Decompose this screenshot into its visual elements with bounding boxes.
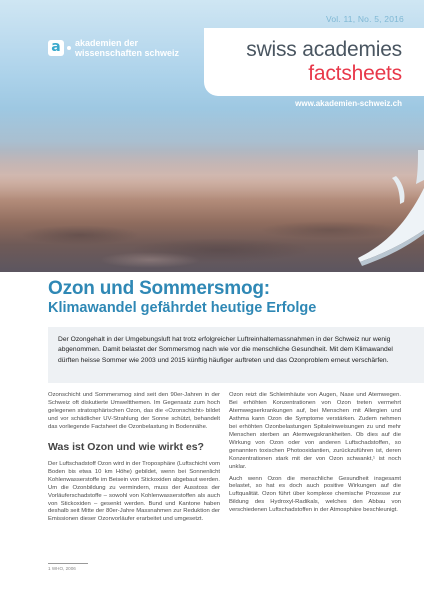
airplane-wing-image xyxy=(300,150,424,272)
logo-line-2: wissenschaften schweiz xyxy=(75,48,180,58)
brand-title: swiss academies xyxy=(246,38,402,61)
air-quality-paragraph: Auch wenn Ozon die menschliche Gesundheit insgesamt belastet, so hat es doch auch positive Wirkungen auf die Luftqualität. Ozon führt über komplexe chemische Prozesse zur Bildung des Hydroxyl-Radikals, welches den Abbau von verschiedenen Luftschadstoffen in der Atmosphäre beschleunigt. xyxy=(229,475,401,514)
footnote: 1 WHO, 2006 xyxy=(48,566,76,571)
body-paragraph: Der Luftschadstoff Ozon wird in der Troposphäre (Luftschicht vom Boden bis etwa 10 km Höhe) gebildet, wenn bei Sonnenlicht Kohlenwasserstoffe im Beisein von Stickoxiden abgebaut werden. Um die Ozonbildung zu vermindern, muss der Ausstoss der Vorläuferschadstoffe – sowohl von Kohlenwasserstoffen als auch von Stickoxiden – gesenkt werden. Bund und Kantone haben deshalb seit Mitte der 80er-Jahre Massnahmen zur Reduktion der Emissionen dieser Ozonvorläufer erarbeitet und umgesetzt. xyxy=(48,460,220,523)
section-heading: Was ist Ozon und wie wirkt es? xyxy=(48,440,204,453)
page-title: Ozon und Sommersmog: xyxy=(48,278,270,299)
website-link[interactable]: www.akademien-schweiz.ch xyxy=(295,99,402,108)
brand-box xyxy=(204,28,424,96)
issue-label: Vol. 11, No. 5, 2016 xyxy=(325,14,404,24)
lead-paragraph: Der Ozongehalt in der Umgebungsluft hat trotz erfolgreicher Luftreinhaltemassnahmen in der Schweiz nur wenig abgenommen. Damit belastet der Sommersmog nach wie vor die menschliche Gesundheit. Mit dem Klimawandel dürften heisse Sommer wie 2003 und 2015 künftig häufiger auftreten und das Ozonproblem erneut verschärfen. xyxy=(48,327,424,383)
logo-line-1: akademien der xyxy=(75,38,139,48)
academies-logo[interactable] xyxy=(48,38,179,58)
intro-paragraph: Ozonschicht und Sommersmog sind seit den 90er-Jahren in der Schweiz oft diskutierte Umweltthemen. Im Gegensatz zum hoch gelegenen stratosphärischen Ozon, das die «Ozonschicht» bildet und vor schädlicher UV-Strahlung der Sonne schützt, behandelt das vorliegende Factsheet die Ozonbelastung in Bodennähe. xyxy=(48,392,220,430)
left-column xyxy=(48,392,220,528)
health-paragraph: Ozon reizt die Schleimhäute von Augen, Nase und Atemwegen. Bei erhöhten Konzentrationen von Ozon treten vermehrt Atemwegserkrankungen auf, bei Menschen mit Allergien und Asthma kann Ozon die Symptome verstärken. Zudem nehmen bei erhöhten Ozonbelastungen Spitaleinweisungen zu und mehr Menschen sterben an Atemwegskrankheiten. Ob dies auf die Wirkung von Ozon oder von anderen Luftschadstoffen, so genannten toxischen Photooxidantien, zurückzuführen ist, deren Konzentrationen stark mit der von Ozon schwankt,¹ ist noch unklar. xyxy=(229,392,401,470)
footnote-divider xyxy=(48,563,88,564)
logo-text xyxy=(75,38,179,58)
logo-dot-icon xyxy=(67,46,71,50)
page-subtitle: Klimawandel gefährdet heutige Erfolge xyxy=(48,300,317,316)
logo-mark-icon: a xyxy=(48,40,64,56)
brand-subtitle: factsheets xyxy=(308,62,402,85)
right-column xyxy=(229,392,401,519)
